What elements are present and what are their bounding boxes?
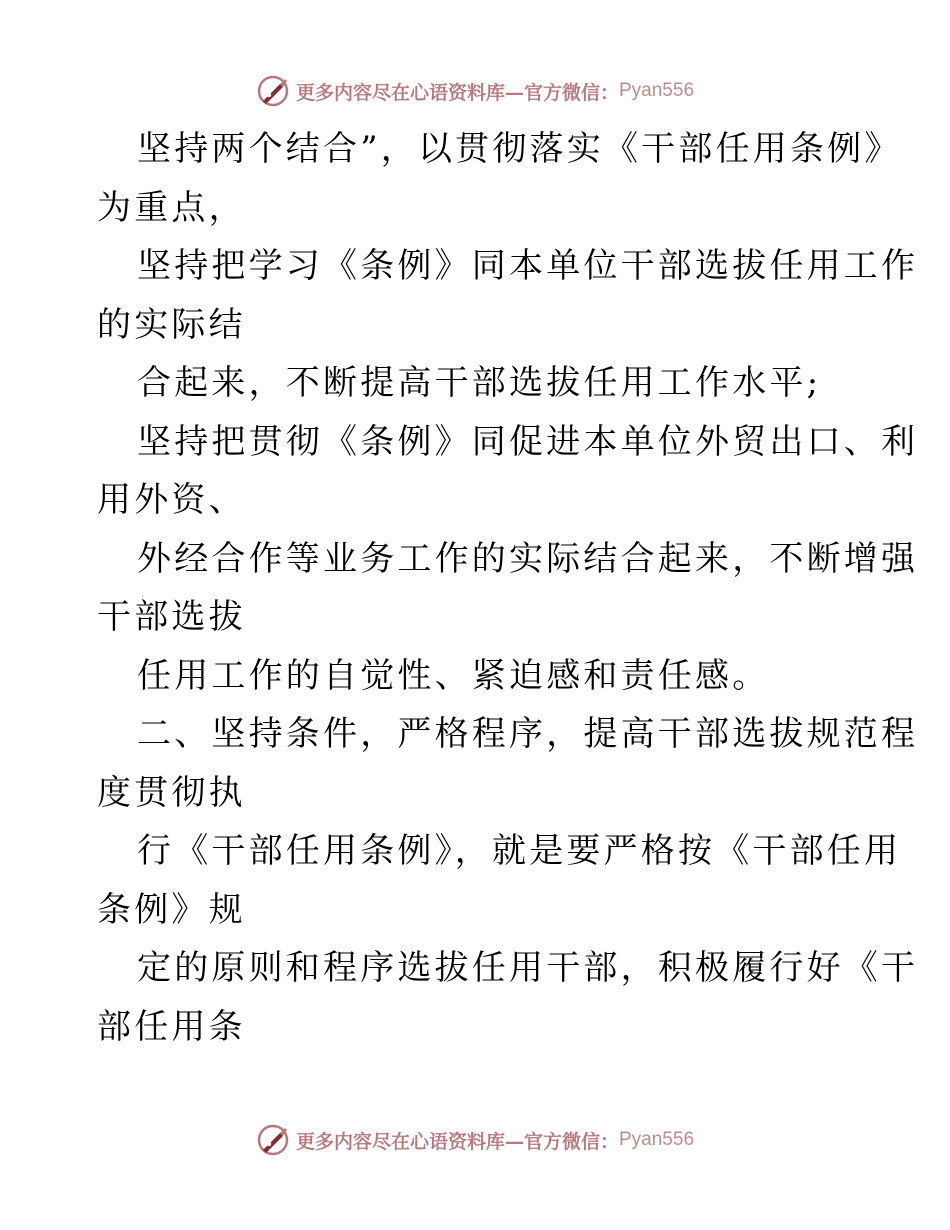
text-line: 的实际结 [97, 304, 246, 345]
text-line: 为重点， [97, 187, 246, 228]
pen-logo-icon [256, 74, 290, 108]
footer-banner [0, 1120, 950, 1160]
text-line: 二、坚持条件，严格程序，提高干部选拔规范程 [137, 714, 919, 754]
text-line: 坚持把贯彻《条例》同促进本单位外贸出口、利 [137, 421, 919, 462]
text-line: 干部选拔 [97, 597, 246, 637]
banner-wechat-id: Pyan556 [619, 80, 695, 101]
text-line: 合起来，不断提高干部选拔任用工作水平; [137, 363, 822, 403]
banner-wechat-id: Pyan556 [619, 1129, 695, 1150]
text-line: 坚持把学习《条例》同本单位干部选拔任用工作 [137, 246, 919, 286]
pen-logo-icon [256, 1123, 290, 1157]
header-banner [0, 71, 950, 111]
text-line: 条例》规 [97, 889, 246, 930]
text-line: 行《干部任用条例》，就是要严格按《干部任用 [137, 831, 902, 871]
document-body [97, 120, 919, 1056]
text-line: 定的原则和程序选拔任用干部，积极履行好《干 [137, 948, 919, 988]
banner-site-text: 更多内容尽在心语资料库—官方微信： [295, 1130, 619, 1153]
text-line: 部任用条 [97, 1006, 246, 1047]
text-line: 坚持两个结合”，以贯彻落实《干部任用条例》 [137, 129, 902, 169]
text-line: 度贯彻执 [97, 772, 246, 813]
text-line: 外经合作等业务工作的实际结合起来，不断增强 [137, 538, 919, 579]
text-line: 任用工作的自觉性、紧迫感和责任感。 [137, 655, 770, 696]
text-line: 用外资、 [97, 480, 246, 520]
banner-site-text: 更多内容尽在心语资料库—官方微信： [295, 81, 619, 104]
